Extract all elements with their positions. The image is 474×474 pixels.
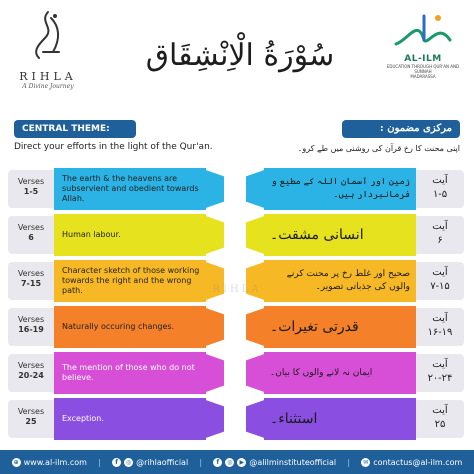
- ayat-label: آیت: [432, 267, 448, 278]
- ayat-tab: [416, 400, 464, 438]
- footer-divider: |: [98, 457, 101, 467]
- left-band-tail: [200, 168, 224, 210]
- alilm-subtitle: EDUCATION THROUGH QUR'AN AND SUNNAH: [386, 64, 460, 74]
- verse-number: 1-5: [23, 187, 39, 196]
- ayat-number: ۲۰-۲۴: [427, 373, 453, 384]
- left-band-tail: [200, 352, 224, 394]
- instagram-icon: ◎: [227, 458, 233, 466]
- verse-tab: [8, 170, 54, 208]
- theme-english-text: The mention of those who do not believe.: [62, 363, 195, 382]
- verse-label: Verses: [17, 177, 45, 186]
- header: [0, 0, 474, 112]
- theme-english-text: Exception.: [62, 414, 104, 423]
- ayat-number: ۱۶-۱۹: [427, 327, 453, 338]
- social-link-rihla[interactable]: [112, 458, 188, 467]
- verse-number: 6: [28, 233, 34, 242]
- theme-urdu-text: صحیح اور غلط رخ پر محنت کرنے والوں کی جذباتی تصویر۔: [286, 269, 410, 292]
- verse-tab: [8, 354, 54, 392]
- verse-tab: [8, 400, 54, 438]
- theme-english-text: Character sketch of those working towards the right and the wrong path.: [62, 266, 200, 295]
- theme-urdu-text: استثناء۔: [270, 410, 318, 427]
- theme-row: [0, 398, 474, 440]
- website-text: www.al-ilm.com: [23, 457, 87, 467]
- rihla-tagline: A Divine Journey: [22, 83, 74, 90]
- ayat-tab: [416, 170, 464, 208]
- ayat-number: ۷-۱۵: [430, 281, 450, 292]
- theme-urdu-text: ایمان نہ لانے والوں کا بیان۔: [270, 367, 373, 378]
- ayat-number: ۶: [437, 235, 443, 246]
- rihla-calligraphy-icon: [25, 8, 71, 64]
- verse-label: Verses: [17, 223, 45, 232]
- youtube-icon: ▶: [237, 458, 246, 467]
- theme-english-text: The earth & the heavens are subservient and obedient towards Allah.: [62, 174, 199, 203]
- left-band-tail: [200, 306, 224, 348]
- email-link[interactable]: [361, 458, 462, 467]
- ayat-number: ۱-۵: [432, 189, 448, 200]
- footer-divider: |: [199, 457, 203, 467]
- email-icon: ✉: [363, 458, 369, 466]
- theme-urdu-text: انسانی مشقت۔: [270, 226, 364, 243]
- verse-label: Verses: [17, 315, 45, 324]
- verse-tab: [8, 308, 54, 346]
- social-link-alilm[interactable]: [213, 458, 336, 467]
- verse-number: 25: [25, 417, 37, 426]
- surah-title: سُوْرَةُ الْاِنْشِقَاق: [145, 38, 335, 73]
- ayat-tab: [416, 216, 464, 254]
- alilm-logo: [380, 10, 466, 86]
- left-band-tail: [200, 398, 224, 440]
- markazi-mazmoon-text: اپنی محنت کا رخ قرآن کی روشنی میں طے کرو۔: [297, 144, 460, 153]
- ayat-label: آیت: [432, 221, 448, 232]
- ayat-number: ۲۵: [434, 419, 446, 430]
- verse-number: 7-15: [20, 279, 42, 288]
- theme-row: [0, 352, 474, 394]
- globe-icon: ⊕: [13, 458, 19, 466]
- left-band-tail: [200, 260, 224, 302]
- facebook-icon: f: [213, 458, 222, 467]
- theme-row: [0, 260, 474, 302]
- ayat-label: آیت: [432, 313, 448, 324]
- verse-tab: [8, 216, 54, 254]
- theme-urdu-text: قدرتی تغیرات۔: [270, 318, 359, 335]
- verse-label: Verses: [17, 407, 45, 416]
- verse-number: 20-24: [18, 371, 44, 380]
- theme-row: [0, 306, 474, 348]
- ayat-label: آیت: [432, 359, 448, 370]
- verse-tab: [8, 262, 54, 300]
- rihla-name: RIHLA: [19, 70, 77, 83]
- alilm-name: AL-ILM: [404, 54, 442, 64]
- central-theme-text: Direct your efforts in the light of the Qur'an.: [14, 142, 213, 152]
- markazi-mazmoon-heading: مرکزی مضمون :: [342, 120, 460, 138]
- rihla-logo: [12, 8, 84, 104]
- central-theme-heading: CENTRAL THEME:: [14, 120, 136, 138]
- social-alilm-text: @alilminstituteofficial: [249, 457, 337, 467]
- theme-urdu-text: زمین اور آسمان اللہ کے مطیع و فرمانبردار ہیں۔: [271, 177, 410, 200]
- verse-label: Verses: [17, 269, 45, 278]
- facebook-icon: f: [112, 458, 121, 467]
- ayat-tab: [416, 308, 464, 346]
- left-band-tail: [200, 214, 224, 256]
- instagram-icon: ◎: [125, 458, 132, 466]
- verse-number: 16-19: [18, 325, 44, 334]
- ayat-label: آیت: [432, 405, 448, 416]
- theme-row: [0, 214, 474, 256]
- social-rihla-text: @rihlaofficial: [136, 457, 189, 467]
- footer-divider: |: [347, 457, 351, 467]
- footer: [0, 450, 474, 474]
- ayat-tab: [416, 262, 464, 300]
- alilm-tag: MADARASSA: [410, 74, 436, 79]
- ayat-label: آیت: [432, 175, 448, 186]
- email-text: contactus@al-ilm.com: [373, 457, 463, 467]
- center-watermark: RIHLA: [212, 284, 262, 295]
- website-link[interactable]: [12, 458, 87, 467]
- alilm-calligraphy-icon: [388, 10, 458, 50]
- theme-english-text: Human labour.: [62, 230, 121, 239]
- verse-label: Verses: [17, 361, 45, 370]
- ayat-tab: [416, 354, 464, 392]
- theme-english-text: Naturally occuring changes.: [62, 322, 175, 331]
- theme-row: [0, 168, 474, 210]
